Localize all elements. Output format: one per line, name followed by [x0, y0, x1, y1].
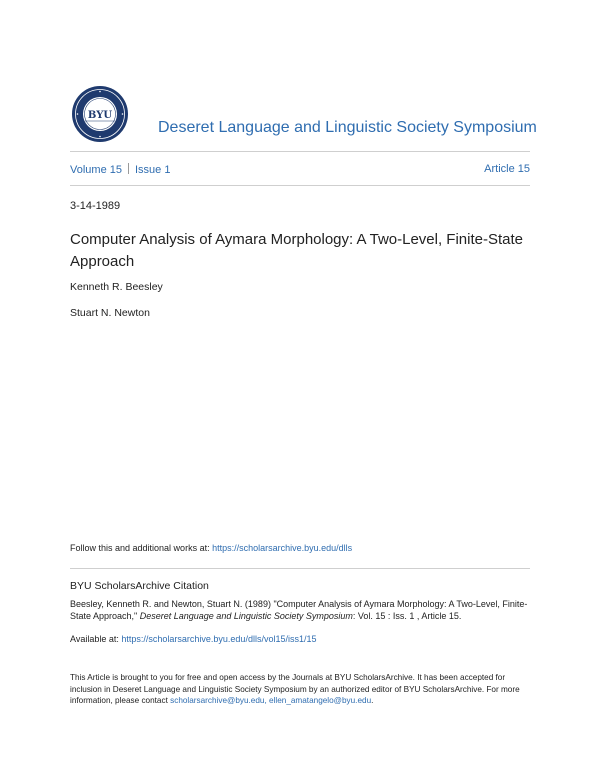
- access-notice: [70, 672, 532, 707]
- available-at-line: [70, 634, 316, 644]
- article-number-link[interactable]: Article 15: [484, 163, 530, 175]
- citation-journal: Deseret Language and Linguistic Society Symposium: [139, 611, 353, 621]
- citation-heading: BYU ScholarsArchive Citation: [70, 580, 209, 592]
- citation-part-2: : Vol. 15 : Iss. 1 , Article 15.: [352, 611, 462, 621]
- follow-prefix: Follow this and additional works at:: [70, 543, 213, 553]
- divider: [70, 185, 530, 186]
- divider: [70, 568, 530, 569]
- volume-link[interactable]: Volume 15: [70, 164, 122, 176]
- article-title: Computer Analysis of Aymara Morphology: A Two-Level, Finite-State Approach: [70, 231, 524, 270]
- publication-date: 3-14-1989: [70, 200, 121, 212]
- notice-text: This Article is brought to you for free and open access by the Journals at BYU ScholarsArchive. It has been accepted for inclusion in Deseret Language and Linguistic Society Symposium by an authorized editor of BYU ScholarsArchive. For more information, please contact: [70, 673, 520, 705]
- separator: [128, 163, 129, 174]
- contact-email-link[interactable]: ellen_amatangelo@byu.edu: [269, 696, 372, 705]
- citation-text: [70, 598, 532, 622]
- divider: [70, 151, 530, 152]
- follow-line: [70, 543, 352, 553]
- citation-part-1: Beesley, Kenneth R. and Newton, Stuart N. (1989) "Computer Analysis of Aymara Morphology: A Two-Level, Finite-State Approach,": [70, 599, 528, 621]
- email-separator: ,: [264, 696, 270, 705]
- journal-title-link[interactable]: Deseret Language and Linguistic Society Symposium: [158, 119, 537, 136]
- byu-seal-logo: [71, 85, 129, 143]
- contact-email-link[interactable]: scholarsarchive@byu.edu: [170, 696, 265, 705]
- volume-issue-row: [70, 163, 170, 176]
- author-name: Kenneth R. Beesley: [70, 281, 163, 293]
- seal-text: BYU: [87, 110, 113, 121]
- author-name: Stuart N. Newton: [70, 307, 150, 319]
- seal-graphic: [71, 85, 129, 143]
- notice-end: .: [371, 696, 374, 705]
- issue-link[interactable]: Issue 1: [134, 164, 171, 176]
- available-link[interactable]: https://scholarsarchive.byu.edu/dlls/vol15/iss1/15: [121, 634, 317, 644]
- available-prefix: Available at:: [70, 634, 122, 644]
- follow-link[interactable]: https://scholarsarchive.byu.edu/dlls: [212, 543, 353, 553]
